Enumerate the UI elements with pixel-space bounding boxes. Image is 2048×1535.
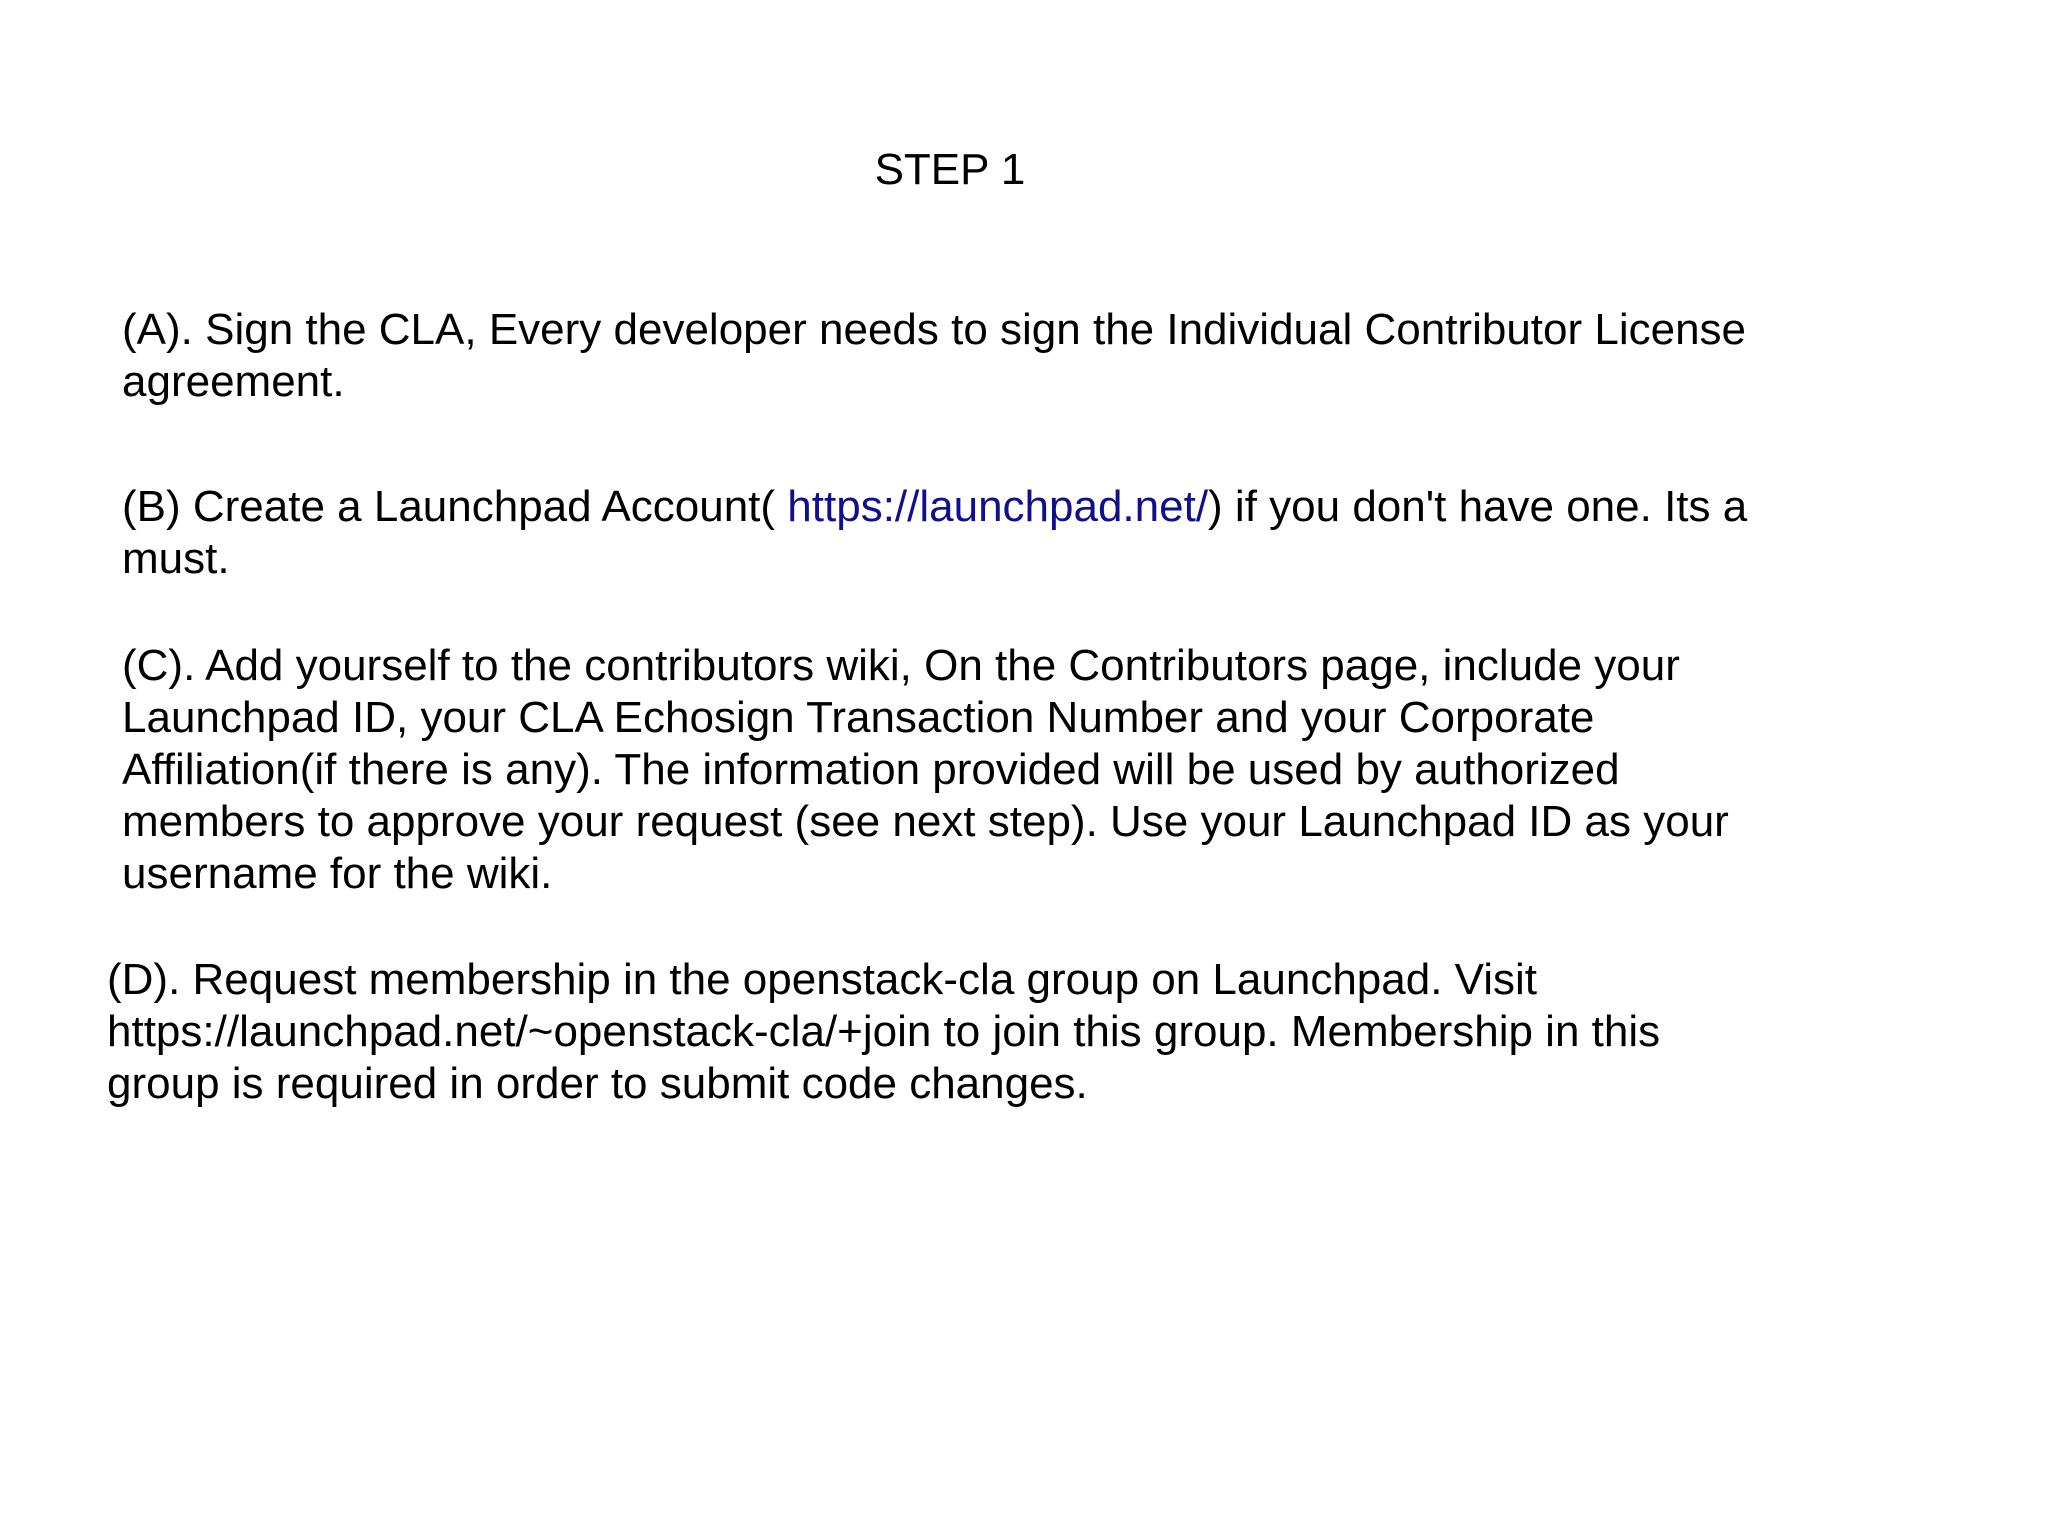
- step-d-line-3: group is required in order to submit code changes.: [107, 1059, 1088, 1108]
- step-d-line-2: https://launchpad.net/~openstack-cla/+join to join this group. Membership in this: [107, 1007, 1661, 1056]
- step-d-line-1: (D). Request membership in the openstack-cla group on Launchpad. Visit: [107, 955, 1537, 1004]
- step-b-paragraph: [122, 481, 1902, 585]
- step-a-line-1: (A). Sign the CLA, Every developer needs to sign the Individual Contributor License: [122, 305, 1747, 354]
- launchpad-link[interactable]: https://launchpad.net/: [787, 482, 1209, 531]
- step-c-line-1: (C). Add yourself to the contributors wiki, On the Contributors page, include your: [122, 641, 1680, 690]
- step-c-line-2: Launchpad ID, your CLA Echosign Transaction Number and your Corporate: [122, 693, 1595, 742]
- step-b-text-before-link: (B) Create a Launchpad Account(: [122, 482, 788, 531]
- step-b-text-after-link: ) if you don't have one. Its a: [1208, 482, 1748, 531]
- step-c-line-5: username for the wiki.: [122, 849, 553, 898]
- step-d-paragraph: [107, 954, 1887, 1110]
- step-c-line-4: members to approve your request (see next step). Use your Launchpad ID as your: [122, 797, 1729, 846]
- step-a-line-2: agreement.: [122, 357, 345, 406]
- slide-title: STEP 1: [874, 145, 1026, 194]
- step-b-line-2: must.: [122, 534, 230, 583]
- step-c-line-3: Affiliation(if there is any). The information provided will be used by authorized: [122, 745, 1620, 794]
- step-b-line-1: [122, 481, 1902, 533]
- step-c-paragraph: [122, 640, 1902, 900]
- step-a-paragraph: [122, 304, 1902, 408]
